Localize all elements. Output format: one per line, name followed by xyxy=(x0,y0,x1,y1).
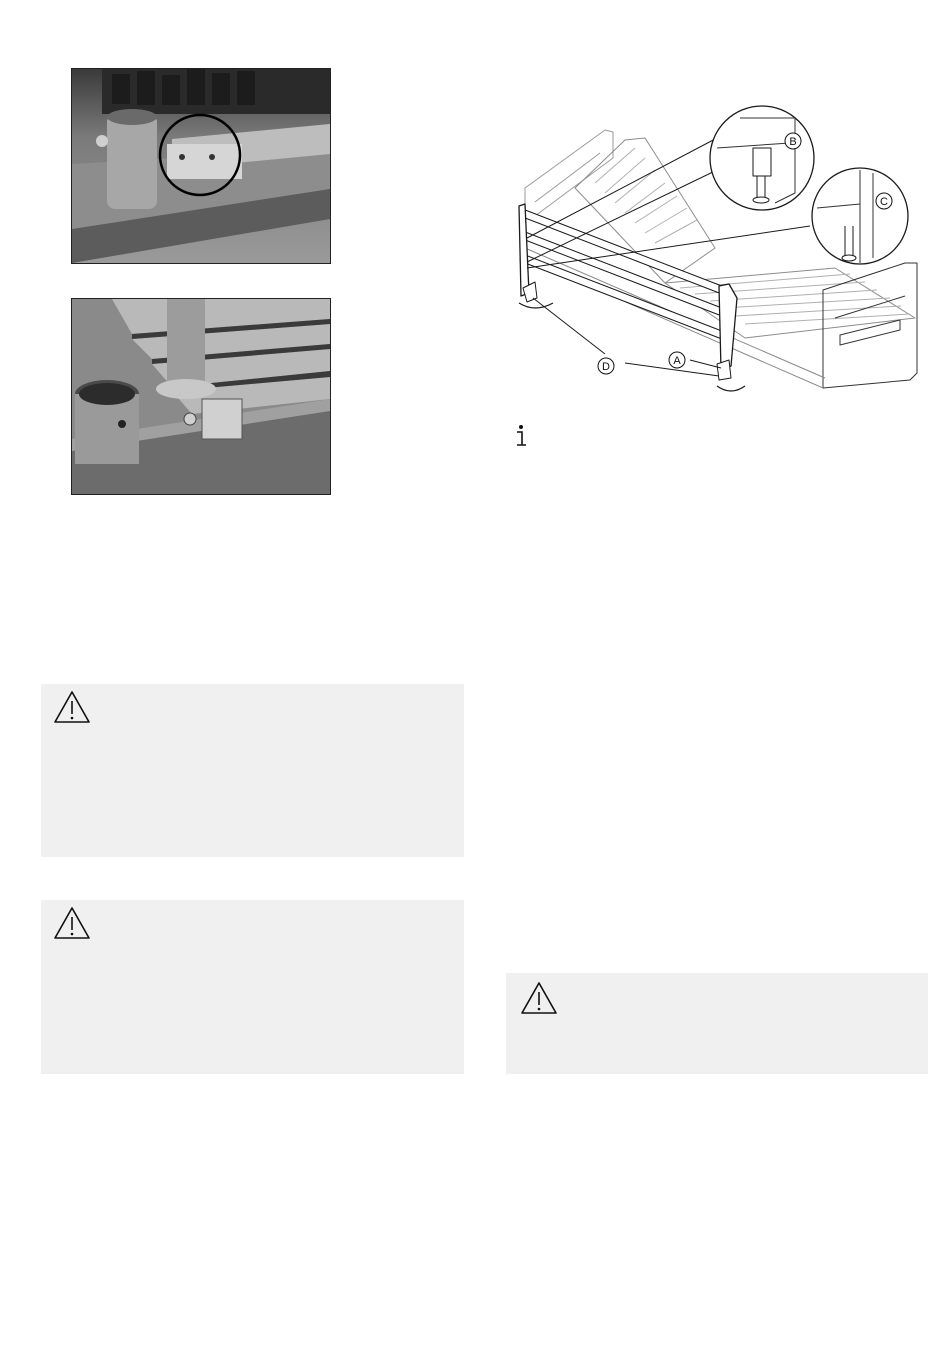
bed-side-rail-diagram xyxy=(505,98,925,413)
callout-d: D xyxy=(602,361,610,373)
photo-bed-frame-bracket-detail xyxy=(71,298,331,495)
info-icon xyxy=(514,424,528,448)
warning-triangle-icon xyxy=(53,690,91,724)
warning-triangle-icon xyxy=(520,981,558,1015)
callout-c: C xyxy=(880,196,888,208)
photo-bed-frame-corner-circled xyxy=(71,68,331,264)
warning-box-1 xyxy=(41,684,464,857)
warning-box-3 xyxy=(506,973,928,1074)
callout-b: B xyxy=(789,136,797,148)
warning-triangle-icon xyxy=(53,906,91,940)
warning-box-2 xyxy=(41,900,464,1074)
callout-a: A xyxy=(673,355,681,367)
